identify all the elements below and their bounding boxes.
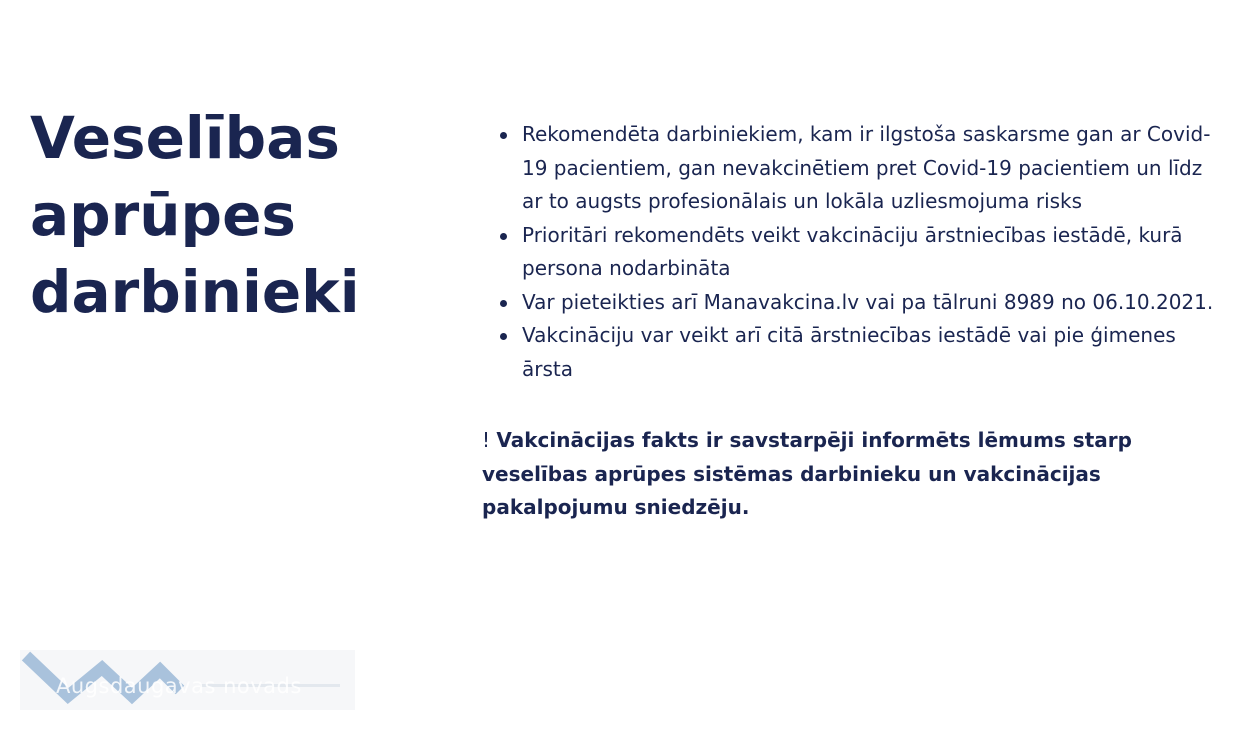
list-item xyxy=(482,286,1217,320)
list-item xyxy=(482,319,1217,386)
note-text: Vakcinācijas fakts ir savstarpēji informēts lēmums starp veselības aprūpes sistēmas darbinieku un vakcinācijas pakalpojumu sniedzēju. xyxy=(482,428,1132,519)
page-title: Veselības aprūpes darbinieki xyxy=(30,104,360,326)
list-item-text: Rekomendēta darbiniekiem, kam ir ilgstoša saskarsme gan ar Covid-19 pacientiem, gan nevakcinētiem pret Covid-19 pacientiem un līdz ar to augsts profesionālais un lokāla uzliesmojuma risks xyxy=(522,122,1211,213)
logo-text: Augsdaugavas novads xyxy=(56,674,302,698)
note-paragraph xyxy=(482,424,1182,525)
logo xyxy=(20,650,355,710)
list-item-text: Vakcināciju var veikt arī citā ārstniecības iestādē vai pie ģimenes ārsta xyxy=(522,323,1176,381)
list-item-text: Prioritāri rekomendēts veikt vakcināciju ārstniecības iestādē, kurā persona nodarbināta xyxy=(522,222,1183,280)
note-prefix: ! xyxy=(482,428,497,452)
bullet-dot-icon xyxy=(500,132,507,139)
bullet-list xyxy=(482,118,1217,386)
list-item-text: Var pieteikties arī Manavakcina.lv vai pa tālruni 8989 no 06.10.2021. xyxy=(522,289,1214,314)
list-item xyxy=(482,118,1217,219)
list-item xyxy=(482,219,1217,286)
bullet-dot-icon xyxy=(500,333,507,340)
bullet-dot-icon xyxy=(500,233,507,240)
bullet-dot-icon xyxy=(500,300,507,307)
content-area xyxy=(482,118,1217,545)
